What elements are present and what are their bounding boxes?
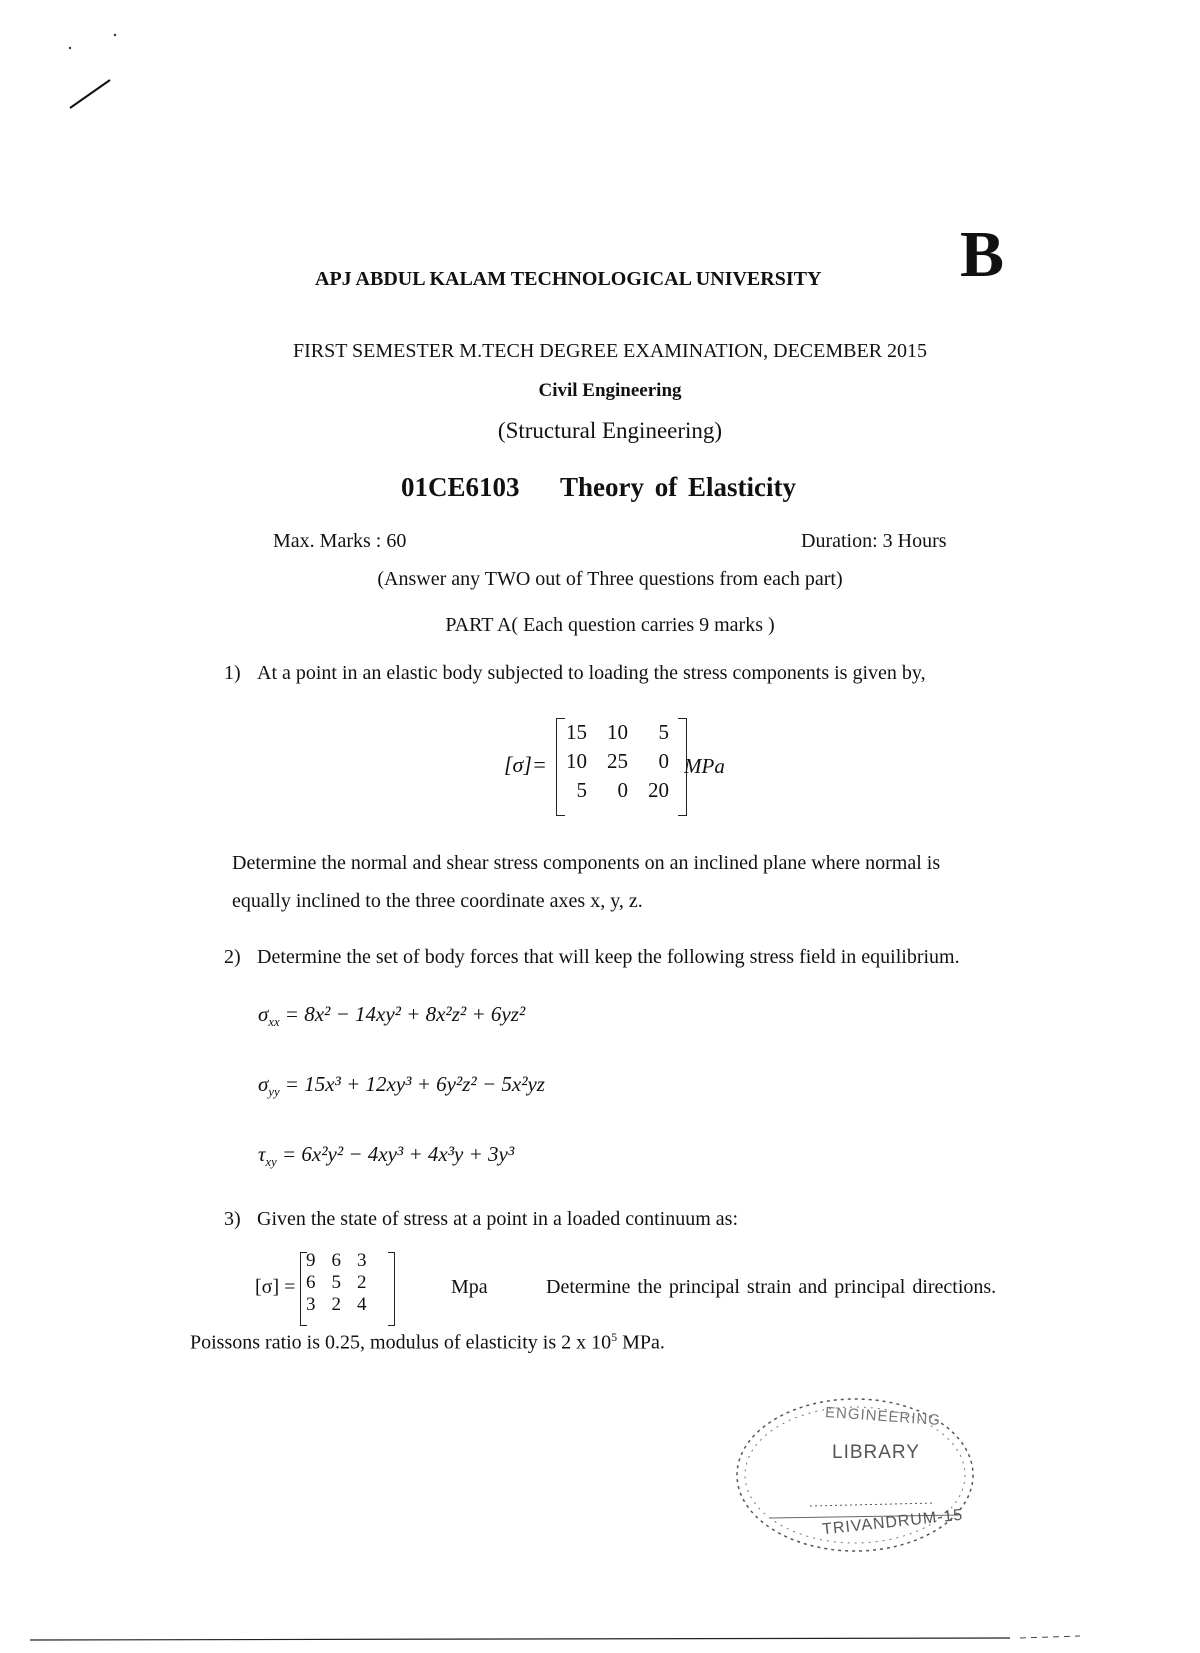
matrix-cell: 5 <box>576 778 587 802</box>
q3-task: Determine the principal strain and principal directions. <box>546 1276 997 1298</box>
set-letter: B <box>960 218 1005 291</box>
eq-rhs: = 15x³ + 12xy³ + 6y²z² − 5x²yz <box>284 1072 545 1096</box>
eq-subscript: xy <box>265 1155 277 1170</box>
q3-material-props <box>190 1330 665 1355</box>
matrix-cell: 5 <box>331 1272 341 1293</box>
poisson-text: Poissons ratio is 0.25, modulus of elasticity is 2 x 10 <box>190 1331 612 1354</box>
eq-subscript: xx <box>268 1015 280 1030</box>
eq-symbol: σ <box>258 1002 269 1026</box>
matrix-cell: 2 <box>357 1272 367 1293</box>
q3-matrix-row <box>298 1250 375 1272</box>
stamp-top: ENGINEERING <box>824 1403 942 1430</box>
branch: Civil Engineering <box>538 380 682 401</box>
matrix-cell: 9 <box>306 1250 316 1271</box>
matrix-cell: 0 <box>658 749 669 773</box>
eq-rhs: = 8x² − 14xy² + 8x²z² + 6yz² <box>284 1002 526 1026</box>
q1-matrix-row <box>556 776 679 805</box>
exponent: 5 <box>611 1330 618 1344</box>
matrix-cell: 0 <box>617 778 628 802</box>
matrix-cell: 10 <box>566 749 587 773</box>
q3-bracket-right <box>388 1252 395 1326</box>
matrix-cell: 25 <box>607 749 628 773</box>
q1-matrix <box>556 718 679 805</box>
q1-matrix-row <box>556 747 679 776</box>
q3-unit: Mpa <box>451 1276 488 1298</box>
scan-dot <box>114 34 116 36</box>
poisson-tail: MPa. <box>617 1331 665 1354</box>
matrix-cell: 4 <box>357 1294 367 1315</box>
q1-text: At a point in an elastic body subjected to loading the stress components is given by, <box>257 662 926 684</box>
eq-symbol: σ <box>258 1072 269 1096</box>
q1-unit: MPa <box>684 754 725 778</box>
bottom-rule <box>30 1638 1010 1640</box>
q3-matrix-row <box>298 1294 375 1316</box>
stream: (Structural Engineering) <box>497 418 723 443</box>
matrix-cell: 6 <box>331 1250 341 1271</box>
instruction: (Answer any TWO out of Three questions from each part) <box>377 568 843 590</box>
stamp-bottom: TRIVANDRUM-15 <box>821 1506 965 1539</box>
q3-lhs: [σ] = <box>255 1276 296 1298</box>
eq-rhs: = 6x²y² − 4xy³ + 4x³y + 3y³ <box>281 1142 515 1166</box>
q1-text2-line2: equally inclined to the three coordinate axes x, y, z. <box>232 890 643 912</box>
matrix-cell: 3 <box>306 1294 316 1315</box>
university-name: APJ ABDUL KALAM TECHNOLOGICAL UNIVERSITY <box>315 268 822 290</box>
q2-equation-1 <box>258 1002 525 1030</box>
q2-text: Determine the set of body forces that will keep the following stress field in equilibrium. <box>257 946 960 968</box>
matrix-cell: 6 <box>306 1272 316 1293</box>
matrix-cell: 2 <box>331 1294 341 1315</box>
eq-subscript: yy <box>268 1085 280 1100</box>
scan-dot <box>69 47 71 49</box>
duration: Duration: 3 Hours <box>801 530 947 552</box>
part-heading: PART A( Each question carries 9 marks ) <box>445 614 775 636</box>
q3-number: 3) <box>224 1208 241 1230</box>
matrix-cell: 5 <box>658 720 669 744</box>
q2-equation-2 <box>258 1072 545 1100</box>
q3-text: Given the state of stress at a point in a loaded continuum as: <box>257 1208 738 1230</box>
matrix-cell: 20 <box>648 778 669 802</box>
q2-equation-3 <box>258 1142 514 1170</box>
library-stamp <box>730 1390 980 1560</box>
q1-matrix-row <box>556 718 679 747</box>
course-title: Theory of Elasticity <box>560 472 796 502</box>
pen-stroke <box>70 80 110 108</box>
eq-symbol: τ <box>258 1142 266 1166</box>
matrix-cell: 15 <box>566 720 587 744</box>
bottom-rule-dash <box>1020 1636 1080 1638</box>
max-marks: Max. Marks : 60 <box>273 530 407 552</box>
exam-title: FIRST SEMESTER M.TECH DEGREE EXAMINATION, DECEMBER 2015 <box>292 340 928 362</box>
q3-matrix <box>298 1250 375 1316</box>
q1-lhs: [σ]= <box>504 752 547 777</box>
matrix-cell: 3 <box>357 1250 367 1271</box>
matrix-cell: 10 <box>607 720 628 744</box>
stamp-label: LIBRARY <box>832 1442 920 1463</box>
q2-number: 2) <box>224 946 241 968</box>
q3-matrix-row <box>298 1272 375 1294</box>
q1-text2-line1: Determine the normal and shear stress components on an inclined plane where normal is <box>232 852 941 874</box>
q1-number: 1) <box>224 662 241 684</box>
course-code: 01CE6103 <box>401 472 520 502</box>
